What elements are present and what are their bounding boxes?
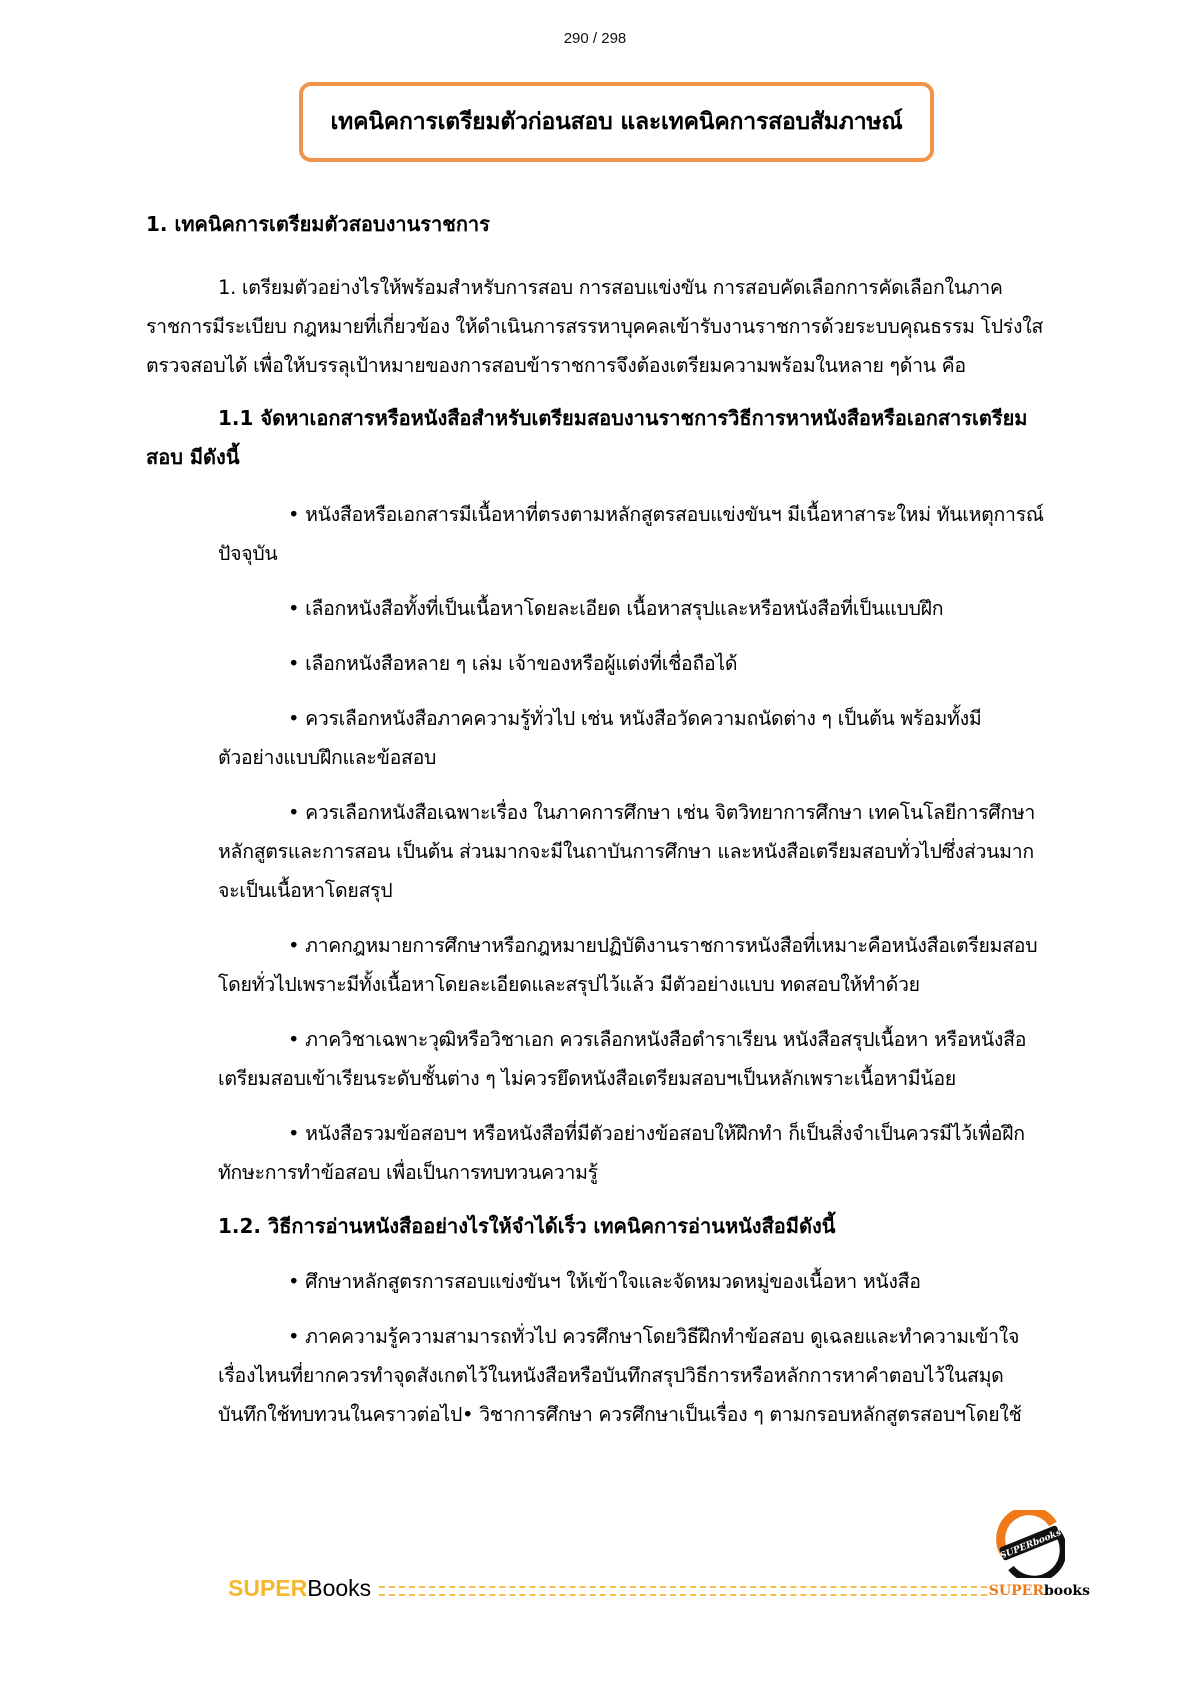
superbooks-logo-icon <box>995 1510 1065 1578</box>
brand-left-books: Books <box>307 1575 372 1601</box>
title-box <box>299 82 934 162</box>
list-item: • เลือกหนังสือทั้งที่เป็นเนื้อหาโดยละเอียด เนื้อหาสรุปและหรือหนังสือที่เป็นแบบฝึก <box>288 597 944 620</box>
footer <box>228 1572 1090 1602</box>
brand-left <box>228 1575 371 1602</box>
list-item: • ศึกษาหลักสูตรการสอบแข่งขันฯ ให้เข้าใจและจัดหมวดหมู่ของเนื้อหา หนังสือ <box>288 1270 921 1293</box>
list-item: • ควรเลือกหนังสือเฉพาะเรื่อง ในภาคการศึกษา เช่น จิตวิทยาการศึกษา เทคโนโลยีการศึกษาหลักสูตรและการสอน เป็นต้น ส่วนมากจะมีในถาบันการศึกษา และหนังสือเตรียมสอบทั่วไปซึ่งส่วนมากจะเป็นเนื้อหาโดยสรุป <box>218 801 1036 902</box>
page-indicator: 290 / 298 <box>563 30 627 47</box>
list-item: • ควรเลือกหนังสือภาคความรู้ทั่วไป เช่น หนังสือวัดความถนัดต่าง ๆ เป็นต้น พร้อมทั้งมีตัวอย่างแบบฝึกและข้อสอบ <box>218 707 982 769</box>
list-item: • หนังสือหรือเอกสารมีเนื้อหาที่ตรงตามหลักสูตรสอบแข่งขันฯ มีเนื้อหาสาระใหม่ ทันเหตุการณ์ปัจจุบัน <box>218 503 1044 565</box>
list-item: • ภาคกฎหมายการศึกษาหรือกฎหมายปฏิบัติงานราชการหนังสือที่เหมาะคือหนังสือเตรียมสอบโดยทั่วไปเพราะมีทั้งเนื้อหาโดยละเอียดและสรุปไว้แล้ว มีตัวอย่างแบบ ทดสอบให้ทำด้วย <box>218 934 1038 996</box>
subsection-heading-1-2: 1.2. วิธีการอ่านหนังสืออย่างไรให้จำได้เร็ว เทคนิคการอ่านหนังสือมีดังนี้ <box>218 1214 836 1238</box>
page-title: เทคนิคการเตรียมตัวก่อนสอบ และเทคนิคการสอบสัมภาษณ์ <box>330 109 903 135</box>
list-item: • ภาควิชาเฉพาะวุฒิหรือวิชาเอก ควรเลือกหนังสือตำราเรียน หนังสือสรุปเนื้อหา หรือหนังสือเตรียมสอบเข้าเรียนระดับชั้นต่าง ๆ ไม่ควรยึดหนังสือเตรียมสอบฯเป็นหลักเพราะเนื้อหามีน้อย <box>218 1028 1027 1090</box>
list-item: • ภาคความรู้ความสามารถทั่วไป ควรศึกษาโดยวิธีฝึกทำข้อสอบ ดูเฉลยและทำความเข้าใจเรื่องไหนที่ยากควรทำจุดสังเกตไว้ในหนังสือหรือบันทึกสรุปวิธีการหรือหลักการหาคำตอบไว้ในสมุดบันทึกใช้ทบทวนในคราวต่อไป• วิชาการศึกษา ควรศึกษาเป็นเรื่อง ๆ ตามกรอบหลักสูตรสอบฯโดยใช้ <box>218 1325 1022 1426</box>
logo-text: SUPERbooks <box>998 1528 1063 1562</box>
bullet-list-1-1 <box>218 495 1046 1192</box>
brand-left-super: SUPER <box>228 1575 308 1601</box>
list-item: • เลือกหนังสือหลาย ๆ เล่ม เจ้าของหรือผู้แต่งที่เชื่อถือได้ <box>288 652 738 675</box>
brand-right-super: SUPER <box>988 1583 1044 1599</box>
intro-paragraph: 1. เตรียมตัวอย่างไรให้พร้อมสำหรับการสอบ การสอบแข่งขัน การสอบคัดเลือกการคัดเลือกในภาคราชการมีระเบียบ กฎหมายที่เกี่ยวข้อง ให้ดำเนินการสรรหาบุคคลเข้ารับงานราชการด้วยระบบคุณธรรม โปร่งใส ตรวจสอบได้ เพื่อให้บรรลุเป้าหมายของการสอบข้าราชการจึงต้องเตรียมความพร้อมในหลาย ๆด้าน คือ <box>146 276 1044 377</box>
footer-divider <box>379 1586 987 1596</box>
brand-right <box>989 1583 1090 1599</box>
brand-right-books: books <box>1043 1583 1090 1599</box>
list-item: • หนังสือรวมข้อสอบฯ หรือหนังสือที่มีตัวอย่างข้อสอบให้ฝึกทำ ก็เป็นสิ่งจำเป็นควรมีไว้เพื่อฝึกทักษะการทำข้อสอบ เพื่อเป็นการทบทวนความรู้ <box>218 1122 1025 1184</box>
subsection-heading-1-1: 1.1 จัดหาเอกสารหรือหนังสือสำหรับเตรียมสอบงานราชการวิธีการหาหนังสือหรือเอกสารเตรียมสอบ มีดังนี้ <box>146 406 1028 469</box>
section-heading: 1. เทคนิคการเตรียมตัวสอบงานราชการ <box>146 212 490 236</box>
bullet-list-1-2 <box>218 1262 1046 1434</box>
document-body <box>146 206 1046 1450</box>
